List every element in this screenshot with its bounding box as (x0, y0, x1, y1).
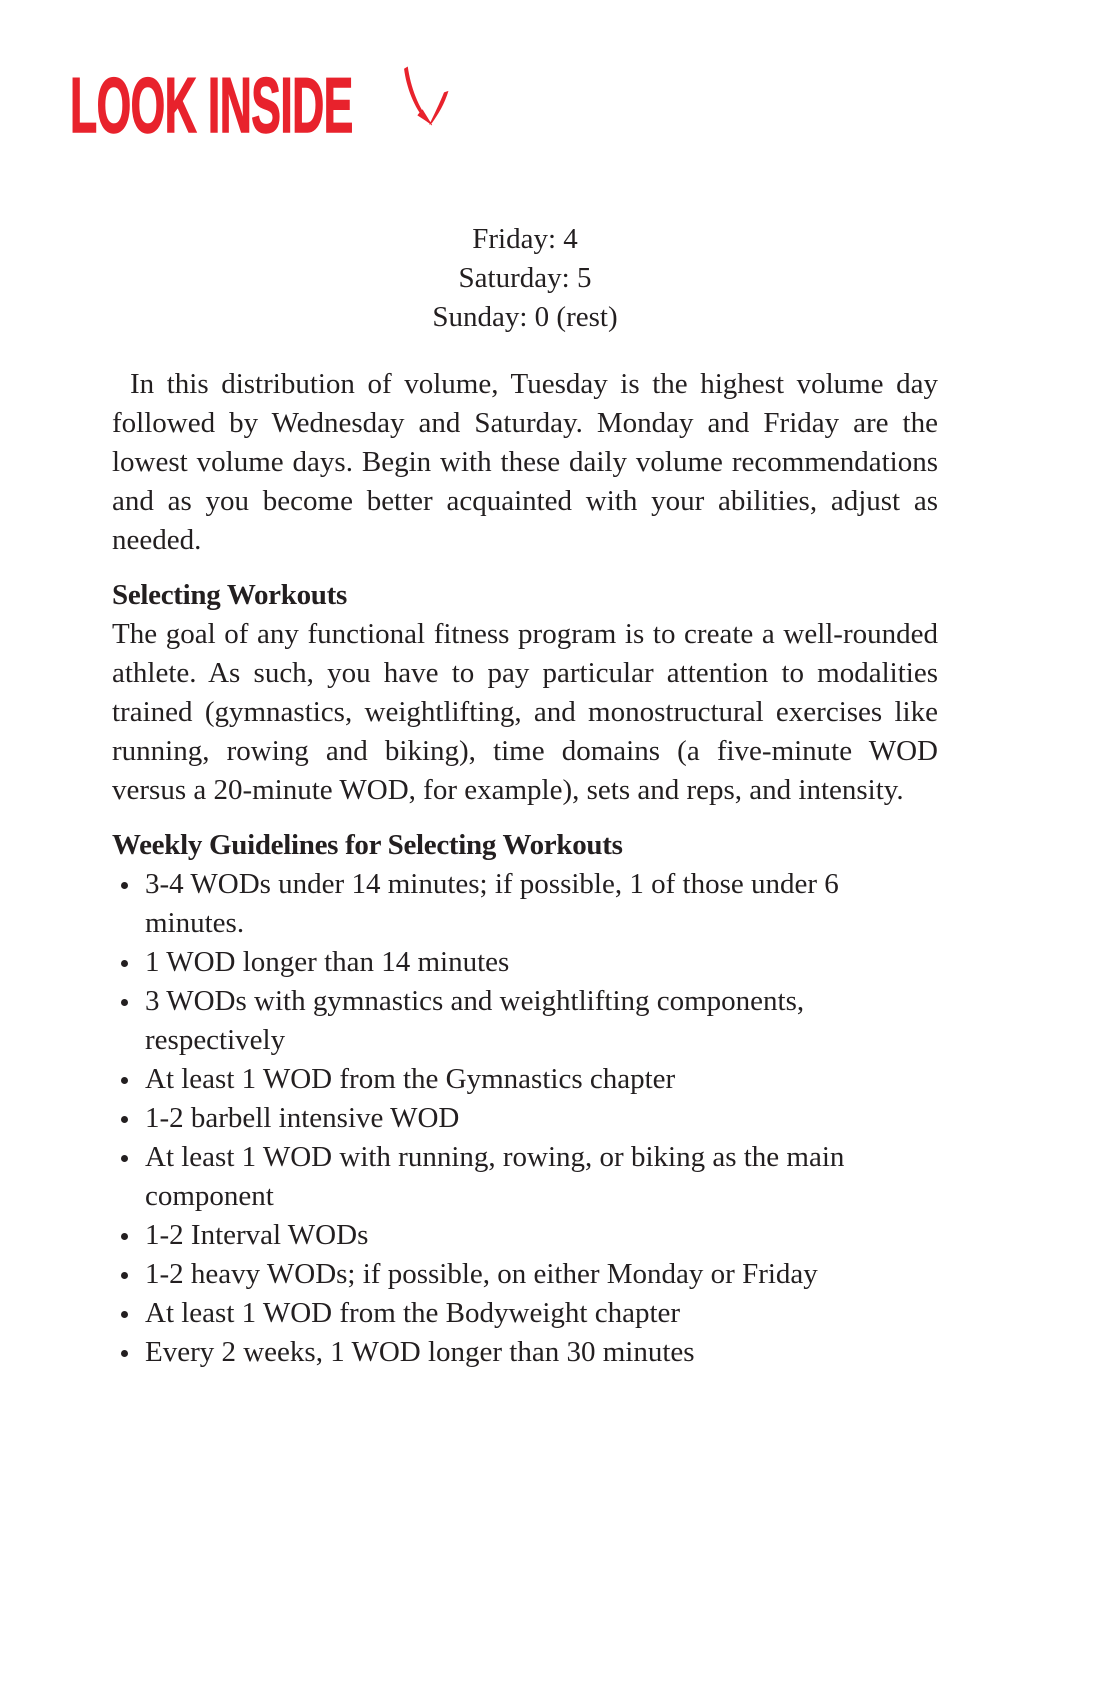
schedule-line-friday: Friday: 4 (472, 223, 578, 255)
guideline-text: 1-2 heavy WODs; if possible, on either Monday or Friday (145, 1258, 818, 1290)
heading-weekly-guidelines: Weekly Guidelines for Selecting Workouts (112, 829, 623, 861)
bullet-dot-icon (121, 1272, 128, 1279)
guideline-text: 3-4 WODs under 14 minutes; if possible, 1 of those under 6 minutes. (145, 868, 839, 939)
guideline-text: 1-2 barbell intensive WOD (145, 1102, 460, 1134)
bullet-dot-icon (121, 1311, 128, 1318)
guideline-item (112, 1255, 938, 1294)
bullet-dot-icon (121, 1116, 128, 1123)
guideline-item (112, 1060, 938, 1099)
bullet-dot-icon (121, 1233, 128, 1240)
selecting-workouts-paragraph: The goal of any functional fitness program is to create a well-rounded athlete. As such, you have to pay particular attention to modalities trained (gymnastics, weightlifting, and monostructural exercises like running, rowing and biking), time domains (a five-minute WOD versus a 20-minute WOD, for example), sets and reps, and intensity. (112, 618, 938, 806)
intro-paragraph: In this distribution of volume, Tuesday is the highest volume day followed by Wednesday and Saturday. Monday and Friday are the lowest volume days. Begin with these daily volume recommendations and as you become better acquainted with your abilities, adjust as needed. (112, 368, 938, 556)
look-inside-label: LOOK INSIDE (70, 61, 353, 149)
bullet-dot-icon (121, 960, 128, 967)
down-arrow-icon (390, 56, 464, 148)
guideline-text: 1 WOD longer than 14 minutes (145, 946, 510, 978)
bullet-dot-icon (121, 882, 128, 889)
schedule-line-sunday: Sunday: 0 (rest) (432, 301, 618, 333)
schedule-line-saturday: Saturday: 5 (458, 262, 592, 294)
book-page-content (112, 220, 938, 1372)
guideline-item (112, 865, 938, 943)
guideline-text: At least 1 WOD with running, rowing, or biking as the main component (145, 1141, 845, 1212)
look-inside-badge[interactable] (0, 0, 480, 170)
guideline-item (112, 1294, 938, 1333)
guideline-text: Every 2 weeks, 1 WOD longer than 30 minutes (145, 1336, 695, 1368)
guideline-text: At least 1 WOD from the Bodyweight chapter (145, 1297, 681, 1329)
guideline-item (112, 1138, 938, 1216)
bullet-dot-icon (121, 1155, 128, 1162)
heading-selecting-workouts: Selecting Workouts (112, 579, 347, 611)
bullet-dot-icon (121, 999, 128, 1006)
guideline-text: 3 WODs with gymnastics and weightlifting components, respectively (145, 985, 805, 1056)
guideline-text: At least 1 WOD from the Gymnastics chapter (145, 1063, 676, 1095)
guideline-text: 1-2 Interval WODs (145, 1219, 369, 1251)
bullet-dot-icon (121, 1350, 128, 1357)
guidelines-list (112, 865, 938, 1372)
guideline-item (112, 1333, 938, 1372)
guideline-item (112, 1099, 938, 1138)
bullet-dot-icon (121, 1077, 128, 1084)
guideline-item (112, 943, 938, 982)
guideline-item (112, 1216, 938, 1255)
volume-schedule (112, 220, 938, 337)
guideline-item (112, 982, 938, 1060)
